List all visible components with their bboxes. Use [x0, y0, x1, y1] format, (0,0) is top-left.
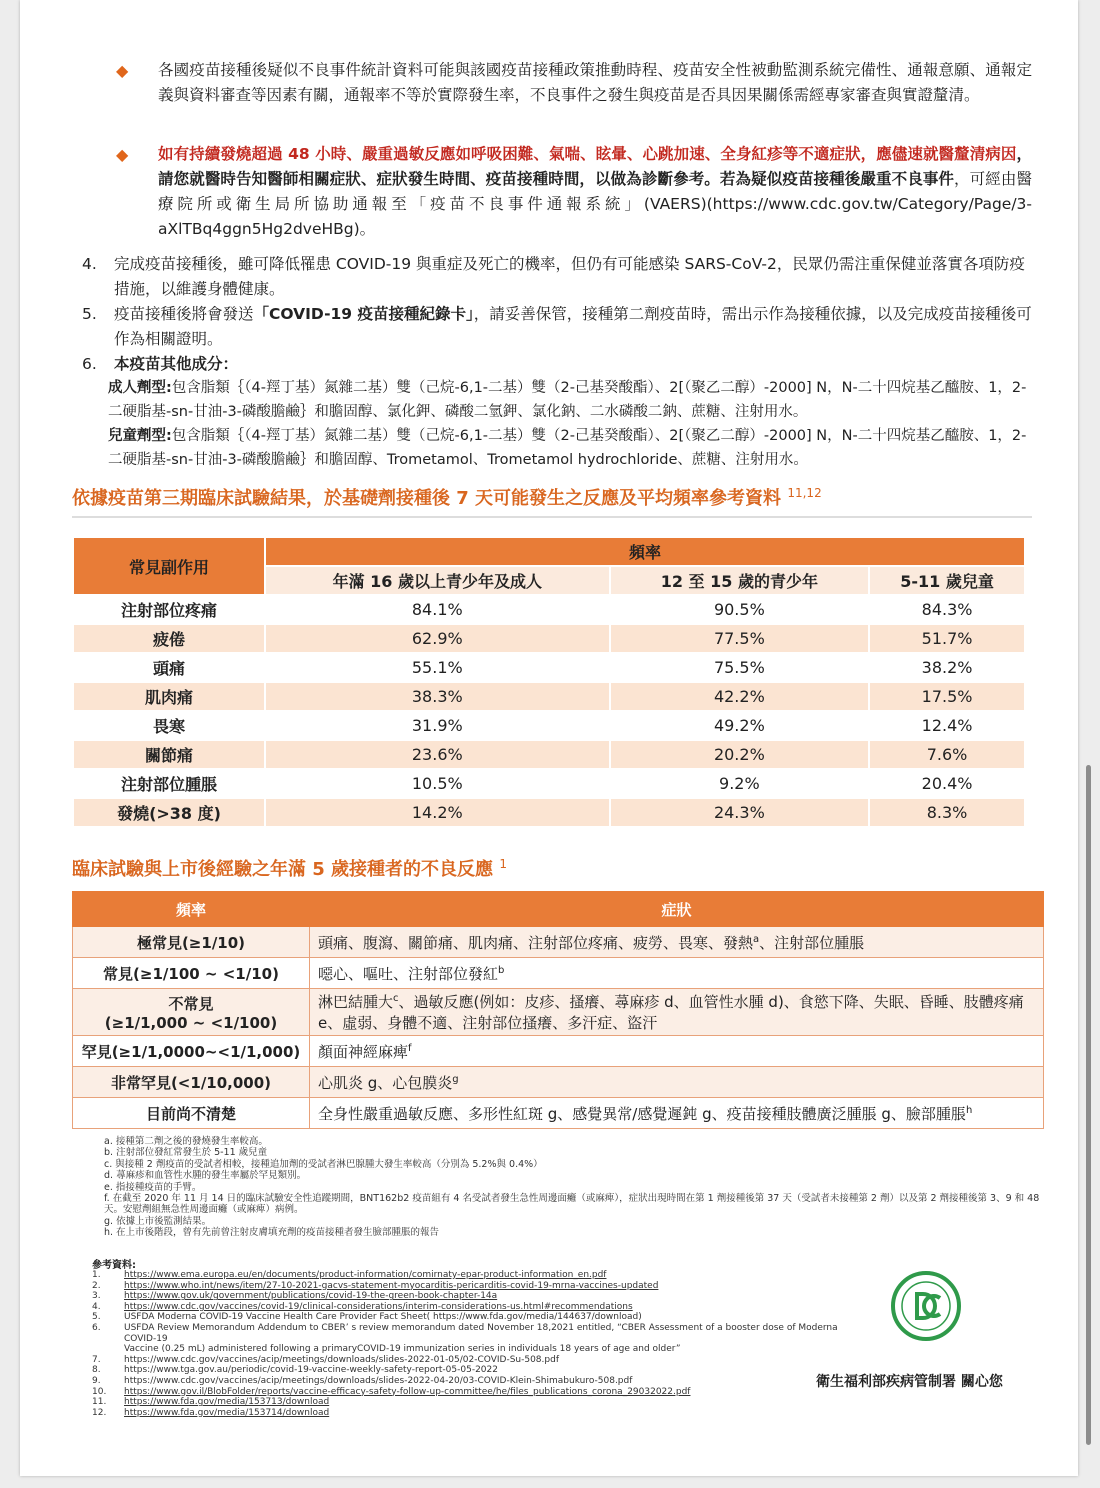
symptom-cell	[310, 1067, 1044, 1098]
symptom-text-tail: 、過敏反應(例如：皮疹、搔癢、蕁麻疹 d、血管性水腫 d)、食慾下降、失眠、昏睡、肢體疼痛 e、虛弱、身體不適、注射部位搔癢、多汗症、盜汗	[318, 993, 1024, 1032]
ref-link[interactable]: https://www.gov.il/BlobFolder/reports/vaccine-efficacy-safety-follow-up-committee/he/files_publications_corona_29032022.pdf	[124, 1386, 691, 1397]
symptom-text: 顏面神經麻痺	[318, 1042, 409, 1061]
cell-value: 38.3%	[265, 682, 610, 711]
frequency-cell: 罕見(≥1/1,0000~<1/1,000)	[73, 1036, 310, 1067]
cell-value: 20.2%	[610, 740, 870, 769]
cell-value: 62.9%	[265, 624, 610, 653]
item-heading: 本疫苗其他成分：	[114, 355, 239, 373]
cell-value: 38.2%	[869, 653, 1025, 682]
diamond-bullet-icon: ◆	[116, 61, 129, 80]
ref-number: 3.	[92, 1291, 101, 1302]
item-text: 完成疫苗接種後，雖可降低罹患 COVID-19 與重症及死亡的機率，但仍有可能感染 SARS-CoV-2，民眾仍需注重保健並落實各項防疫措施，以維護身體健康。	[114, 255, 1025, 298]
table-row	[73, 1098, 1044, 1129]
cell-value: 24.3%	[610, 798, 870, 827]
reference-item[interactable]	[92, 1302, 852, 1313]
footnote: h. 在上市後階段，曾有先前曾注射皮膚填充劑的疫苗接種者發生臉部腫脹的報告	[104, 1227, 440, 1239]
cdc-logo-icon	[890, 1270, 962, 1342]
record-card-name: 「COVID-19 疫苗接種紀錄卡」	[253, 305, 474, 323]
ref-text: https://www.tga.gov.au/periodic/covid-19-vaccine-weekly-safety-report-05-05-2022	[124, 1365, 498, 1376]
child-label: 兒童劑型:	[108, 428, 172, 444]
ref-number: 11.	[92, 1397, 107, 1408]
ref-link[interactable]: https://www.cdc.gov/vaccines/covid-19/clinical-considerations/interim-considerations-us.html#recommendations	[124, 1301, 633, 1312]
item-number: 5.	[82, 305, 97, 323]
table-row	[73, 1067, 1044, 1098]
table-row	[73, 595, 1025, 624]
footnote-ref: c	[393, 993, 399, 1004]
ref-number: 12.	[92, 1407, 107, 1418]
frequency-cell: 常見(≥1/100 ~ <1/10)	[73, 958, 310, 989]
cell-value: 23.6%	[265, 740, 610, 769]
ref-link[interactable]: https://www.who.int/news/item/27-10-2021-gacvs-statement-myocarditis-pericarditis-covid-19-mrna-vaccines-updated	[124, 1280, 659, 1291]
adult-label: 成人劑型:	[108, 380, 172, 396]
divider	[72, 516, 1032, 518]
frequency-line2: (≥1/1,000 ~ <1/100)	[104, 1013, 278, 1032]
cell-value: 77.5%	[610, 624, 870, 653]
ref-number: 10.	[92, 1386, 107, 1397]
child-text: 包含脂類｛（4-羥丁基）氮雜二基）雙（己烷-6,1-二基）雙（2-己基癸酸酯）、2[（聚乙二醇）-2000] N，N-二十四烷基乙醯胺、1，2-二硬脂基-sn-甘油-3-磷酸膽鹼｝和膽固醇、Trometamol、Trometamol hydrochloride、蔗糖、注射用水。	[108, 428, 1027, 468]
ref-number: 6.	[92, 1322, 101, 1333]
ref-text: https://www.cdc.gov/vaccines/acip/meetings/downloads/slides-2022-04-20/03-COVID-Klein-Shimabukuro-508.pdf	[124, 1375, 633, 1386]
organization-signature: 衛生福利部疾病管制署 關心您	[816, 1374, 1003, 1390]
bullet-item-warning	[116, 142, 1032, 242]
footnote: a. 接種第二劑之後的發燒發生率較高。	[104, 1136, 268, 1147]
diamond-bullet-icon: ◆	[116, 145, 129, 164]
ref-number: 4.	[92, 1301, 101, 1312]
table-row	[73, 927, 1044, 958]
frequency-line1: 不常見	[168, 994, 214, 1013]
symptom-text: 噁心、嘔吐、注射部位發紅	[318, 964, 499, 983]
ref-link[interactable]: https://www.fda.gov/media/153713/download	[124, 1397, 330, 1408]
reaction-frequency-table	[72, 536, 1026, 828]
item-text-post: ，請妥善保管，接種第二劑疫苗時，需出示作為接種依據，以及完成疫苗接種後可作為相關證明。	[114, 305, 1032, 348]
footnote-ref: a	[753, 933, 760, 945]
reference-item	[92, 1365, 852, 1376]
vaers-text: ，可經由醫療院所或衛生局所協助通報至「疫苗不良事件通報系統」(VAERS)(https://www.cdc.gov.tw/Category/Page/3-aXlTBq4ggn5Hg2dveHBg)。	[158, 170, 1032, 238]
cell-value: 55.1%	[265, 653, 610, 682]
symptom-cell	[310, 927, 1044, 958]
table-row	[73, 989, 1044, 1036]
references-list	[92, 1270, 852, 1418]
ref-number: 7.	[92, 1354, 101, 1365]
sub-header-child: 5-11 歲兒童	[869, 566, 1025, 595]
table-row	[73, 624, 1025, 653]
reference-item	[92, 1323, 852, 1344]
ref-number: 9.	[92, 1375, 101, 1386]
section-title-ref: 11,12	[787, 486, 822, 500]
reference-item	[92, 1344, 852, 1355]
ref-number	[92, 1344, 124, 1355]
reference-item	[92, 1376, 852, 1387]
table-row	[73, 653, 1025, 682]
row-label: 關節痛	[73, 740, 265, 769]
reference-item[interactable]	[92, 1408, 852, 1419]
section-title-text: 依據疫苗第三期臨床試驗結果，於基礎劑接種後 7 天可能發生之反應及平均頻率參考資料	[72, 488, 782, 509]
section-title-text: 臨床試驗與上市後經驗之年滿 5 歲接種者的不良反應	[72, 859, 494, 880]
ref-text: Vaccine (0.25 mL) administered following a primaryCOVID-19 immunization series in individuals 18 years of age and older”	[124, 1344, 681, 1355]
bullet-item-statistics	[116, 58, 1032, 108]
footnote-ref: f	[408, 1042, 412, 1054]
ingredients-adult	[108, 376, 1033, 424]
row-label: 疲倦	[73, 624, 265, 653]
row-label: 注射部位疼痛	[73, 595, 265, 624]
document-page	[20, 0, 1078, 1476]
symptom-text: 心肌炎 g、心包膜炎	[318, 1073, 453, 1092]
row-label: 畏寒	[73, 711, 265, 740]
cell-value: 9.2%	[610, 769, 870, 798]
footnote-ref: g	[452, 1073, 459, 1085]
section-title-ref: 1	[499, 857, 507, 871]
col-header-frequency: 頻率	[73, 892, 310, 927]
sub-header-adult: 年滿 16 歲以上青少年及成人	[265, 566, 610, 595]
list-item-5	[82, 302, 1032, 352]
section-title-phase3	[72, 484, 822, 510]
cell-value: 14.2%	[265, 798, 610, 827]
footnote-ref: h	[965, 1104, 973, 1116]
cell-value: 49.2%	[610, 711, 870, 740]
footnotes	[104, 1136, 1054, 1239]
row-label: 注射部位腫脹	[73, 769, 265, 798]
ref-number: 8.	[92, 1365, 101, 1376]
table-row	[73, 682, 1025, 711]
footnote-ref: b	[498, 964, 505, 976]
reference-item[interactable]	[92, 1270, 852, 1281]
footnote: d. 蕁麻疹和血管性水腫的發生率屬於罕見類別。	[104, 1170, 307, 1182]
list-item-6	[82, 352, 1032, 377]
footnote: b. 注射部位發紅常發生於 5-11 歲兒童	[104, 1147, 268, 1159]
frequency-cell: 目前尚不清楚	[73, 1098, 310, 1129]
references-title: 參考資料:	[92, 1260, 136, 1271]
cell-value: 75.5%	[610, 653, 870, 682]
scrollbar-thumb[interactable]	[1086, 765, 1091, 1445]
table-row	[73, 798, 1025, 827]
symptom-text: 淋巴結腫大	[318, 993, 394, 1011]
cell-value: 12.4%	[869, 711, 1025, 740]
symptom-cell	[310, 989, 1044, 1036]
item-text-pre: 疫苗接種後將會發送	[114, 305, 254, 323]
cell-value: 10.5%	[265, 769, 610, 798]
frequency-cell	[73, 989, 310, 1036]
cell-value: 51.7%	[869, 624, 1025, 653]
footnote: e. 指接種疫苗的手臂。	[104, 1181, 202, 1193]
reference-item[interactable]	[92, 1387, 852, 1398]
item-number: 6.	[82, 355, 97, 373]
cell-value: 20.4%	[869, 769, 1025, 798]
adverse-reaction-table	[72, 891, 1044, 1129]
cell-value: 84.3%	[869, 595, 1025, 624]
reference-item[interactable]	[92, 1291, 852, 1302]
ref-number: 5.	[92, 1312, 101, 1323]
ingredients-child	[108, 424, 1033, 472]
advice-text: ，請您就醫時告知醫師相關症狀、症狀發生時間、疫苗接種時間，以做為診斷參考。若為疑似疫苗接種後嚴重不良事件	[158, 145, 1032, 188]
cell-value: 7.6%	[869, 740, 1025, 769]
reference-item[interactable]	[92, 1281, 852, 1292]
ref-link[interactable]: https://www.fda.gov/media/153714/download	[124, 1407, 330, 1418]
row-label: 頭痛	[73, 653, 265, 682]
cell-value: 8.3%	[869, 798, 1025, 827]
symptom-text: 頭痛、腹瀉、關節痛、肌肉痛、注射部位疼痛、疲勞、畏寒、發熱	[318, 933, 754, 952]
cell-value: 42.2%	[610, 682, 870, 711]
list-item-4	[82, 252, 1032, 302]
ref-text: USFDA Review Memorandum Addendum to CBER’ s review memorandum dated November 18,2021 entitled, “CBER Assessment of a booster dose of Moderna COVID-19	[124, 1322, 838, 1344]
ref-number: 2.	[92, 1280, 101, 1291]
symptom-text: 全身性嚴重過敏反應、多形性紅斑 g、感覺異常/感覺遲鈍 g、疫苗接種肢體廣泛腫脹 g、臉部腫脹	[318, 1104, 966, 1123]
symptom-cell	[310, 958, 1044, 989]
col-header-side-effect: 常見副作用	[73, 537, 265, 595]
adult-text: 包含脂類｛（4-羥丁基）氮雜二基）雙（己烷-6,1-二基）雙（2-己基癸酸酯）、2[（聚乙二醇）-2000] N，N-二十四烷基乙醯胺、1，2-二硬脂基-sn-甘油-3-磷酸膽鹼｝和膽固醇、氯化鉀、磷酸二氫鉀、氯化鈉、二水磷酸二鈉、蔗糖、注射用水。	[108, 380, 1027, 420]
reference-item	[92, 1355, 852, 1366]
table-row	[73, 740, 1025, 769]
reference-item	[92, 1312, 852, 1323]
ref-text: https://www.cdc.gov/vaccines/acip/meetings/downloads/slides-2022-01-05/02-COVID-Su-508.pdf	[124, 1354, 559, 1365]
ref-text: USFDA Moderna COVID-19 Vaccine Health Care Provider Fact Sheet( https://www.fda.gov/media/144637/download)	[124, 1312, 642, 1323]
frequency-cell: 非常罕見(<1/10,000)	[73, 1067, 310, 1098]
footnote: g. 依據上市後監測結果。	[104, 1215, 212, 1227]
group-header-frequency: 頻率	[265, 537, 1025, 566]
cell-value: 90.5%	[610, 595, 870, 624]
table-row	[73, 769, 1025, 798]
bullet-text: 各國疫苗接種後疑似不良事件統計資料可能與該國疫苗接種政策推動時程、疫苗安全性被動監測系統完備性、通報意願、通報定義與資料審查等因素有關，通報率不等於實際發生率，不良事件之發生與疫苗是否具因果關係需經專家審查與實證釐清。	[158, 61, 1032, 104]
section-title-adverse-reactions	[72, 855, 507, 881]
table-row	[73, 958, 1044, 989]
cell-value: 17.5%	[869, 682, 1025, 711]
symptom-cell	[310, 1098, 1044, 1129]
ref-link[interactable]: https://www.gov.uk/government/publications/covid-19-the-green-book-chapter-14a	[124, 1291, 498, 1302]
footnote: f. 在截至 2020 年 11 月 14 日的臨床試驗安全性追蹤期間，BNT162b2 疫苗組有 4 名受試者發生急性周邊面癱（或麻痺），症狀出現時間在第 1 劑接種後第 37 天（受試者未接種第 2 劑）以及第 2 劑接種後第 3、9 和 48 天。安慰劑組無急性周邊面癱（或麻痺）病例。	[104, 1193, 1040, 1216]
row-label: 發燒(>38 度)	[73, 798, 265, 827]
table-row	[73, 711, 1025, 740]
col-header-symptoms: 症狀	[310, 892, 1044, 927]
ref-number: 1.	[92, 1270, 101, 1280]
table-row	[73, 1036, 1044, 1067]
frequency-cell: 極常見(≥1/10)	[73, 927, 310, 958]
footnote: c. 與接種 2 劑疫苗的受試者相較，接種追加劑的受試者淋巴腺腫大發生率較高（分別為 5.2%與 0.4%）	[104, 1158, 543, 1170]
cell-value: 84.1%	[265, 595, 610, 624]
item-number: 4.	[82, 255, 97, 273]
sub-header-teen: 12 至 15 歲的青少年	[610, 566, 870, 595]
symptom-cell	[310, 1036, 1044, 1067]
ref-link[interactable]: https://www.ema.europa.eu/en/documents/product-information/comirnaty-epar-product-information_en.pdf	[124, 1270, 607, 1280]
reference-item[interactable]	[92, 1397, 852, 1408]
warning-text: 如有持續發燒超過 48 小時、嚴重過敏反應如呼吸困難、氣喘、眩暈、心跳加速、全身紅疹等不適症狀，應儘速就醫釐清病因	[158, 145, 1017, 163]
cell-value: 31.9%	[265, 711, 610, 740]
row-label: 肌肉痛	[73, 682, 265, 711]
symptom-text-tail: 、注射部位腫脹	[759, 933, 865, 952]
